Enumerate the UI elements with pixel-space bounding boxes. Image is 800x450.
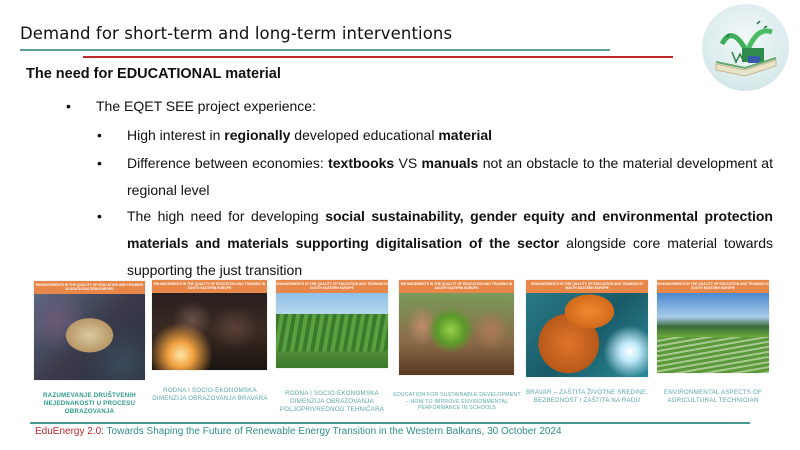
crop-field-gender-icons-photo (276, 293, 388, 368)
section-subtitle: The need for EDUCATIONAL material (26, 66, 281, 82)
cover-caption: BRAVAR – ZAŠTITA ŽIVOTNE SREDINE, BEZBEDNOST I ZAŠTITA NA RADU (525, 389, 649, 404)
bullet-text (127, 122, 773, 149)
text-run: High interest in (127, 127, 225, 143)
bullet-marker: • (97, 155, 102, 171)
cover-caption: RODNA I SOCIO-EKONOMSKA DIMENZIJA OBRAZOVANJA BRAVARA (152, 387, 268, 402)
footer (35, 426, 562, 437)
bullet-high-need (97, 203, 773, 284)
text-run: Difference between economies: (127, 155, 329, 171)
book-cover-environmental-aspects (657, 280, 769, 373)
book-cover-gender-agri-technician (276, 280, 388, 368)
text-run: VS (394, 155, 422, 171)
tractors-green-field-photo (657, 293, 769, 373)
cover-caption: ENVIRONMENTAL ASPECTS OF AGRICULTURAL TECHNICIAN (664, 389, 762, 404)
bullet-marker: • (97, 127, 102, 143)
cover-banner: ENHANCEMENTS IN THE QUALITY OF EDUCATION AND TRAINING IN SOUTH EASTERN EUROPE (399, 280, 514, 295)
cover-caption: EDUCATION FOR SUSTAINABLE DEVELOPMENT – HOW TO IMPROVE ENVIRONMENTAL PERFORMANCE IN SCHOOLS (393, 392, 521, 411)
text-run: not an obstacle to the material development at regional level (127, 155, 773, 198)
cover-caption: RAZUMEVANJE DRUŠTVENIH NEJEDNAKOSTI U PROCESU OBRAZOVANJA (43, 392, 136, 415)
title-underline-red (83, 56, 673, 58)
cover-banner: ENHANCEMENTS IN THE QUALITY OF EDUCATION AND TRAINING IN SOUTH EASTERN EUROPE (526, 280, 648, 295)
open-book-green-energy-icon (702, 4, 789, 91)
cover-banner: ENHANCEMENTS IN THE QUALITY OF EDUCATION AND TRAINING IN SOUTH EASTERN EUROPE (276, 280, 388, 295)
footer-brand: EduEnergy 2.0: (35, 426, 104, 437)
text-run-bold: textbooks (328, 155, 395, 171)
text-run: The high need for developing (127, 208, 326, 224)
book-cover-social-inequalities (34, 281, 145, 380)
bullet-text (127, 150, 773, 204)
bullet-text: The EQET SEE project experience: (96, 98, 316, 114)
text-run-bold: material (438, 127, 493, 143)
slide-title: Demand for short-term and long-term interventions (20, 24, 453, 43)
welder-orange-helmet-photo (526, 293, 648, 377)
text-run: developed educational (290, 127, 439, 143)
text-run: alongside core material towards supporting the just transition (127, 235, 773, 278)
cover-banner: ENHANCEMENTS IN THE QUALITY OF EDUCATION AND TRAINING IN SOUTH EASTERN EUROPE (34, 281, 145, 296)
footer-rule (30, 422, 750, 424)
book-cover-gender-locksmith (152, 280, 267, 370)
book-cover-sustainable-development (399, 280, 514, 375)
children-planting-photo (399, 293, 514, 375)
cover-banner: ENHANCEMENTS IN THE QUALITY OF EDUCATION AND TRAINING IN SOUTH EASTERN EUROPE (657, 280, 769, 295)
footer-text: Towards Shaping the Future of Renewable Energy Transition in the Western Balkans, 30 October 2024 (103, 426, 562, 437)
text-run-bold: social sustainability, gender equity and environmental protection materials and materials supporting digitalisation of the sector (127, 208, 773, 251)
text-run-bold: manuals (421, 155, 479, 171)
title-underline-teal (20, 49, 610, 51)
bullet-marker: • (66, 98, 71, 114)
bullet-textbooks-vs-manuals (97, 150, 773, 204)
book-cover-locksmith-environment-safety (526, 280, 648, 377)
cover-caption: RODNA I SOCIO-EKONOMSKA DIMENZIJA OBRAZOVANJA POLJOPRIVREDNOG TEHNIČARA (279, 390, 385, 413)
text-run-bold: regionally (224, 127, 291, 143)
welders-sparks-photo (152, 293, 267, 370)
group-around-map-photo (34, 294, 145, 380)
bullet-regional-interest (97, 122, 773, 149)
bullet-marker: • (97, 208, 102, 224)
bullet-text (127, 203, 773, 284)
cover-banner: ENHANCEMENTS IN THE QUALITY OF EDUCATION AND TRAINING IN SOUTH EASTERN EUROPE (152, 280, 267, 295)
